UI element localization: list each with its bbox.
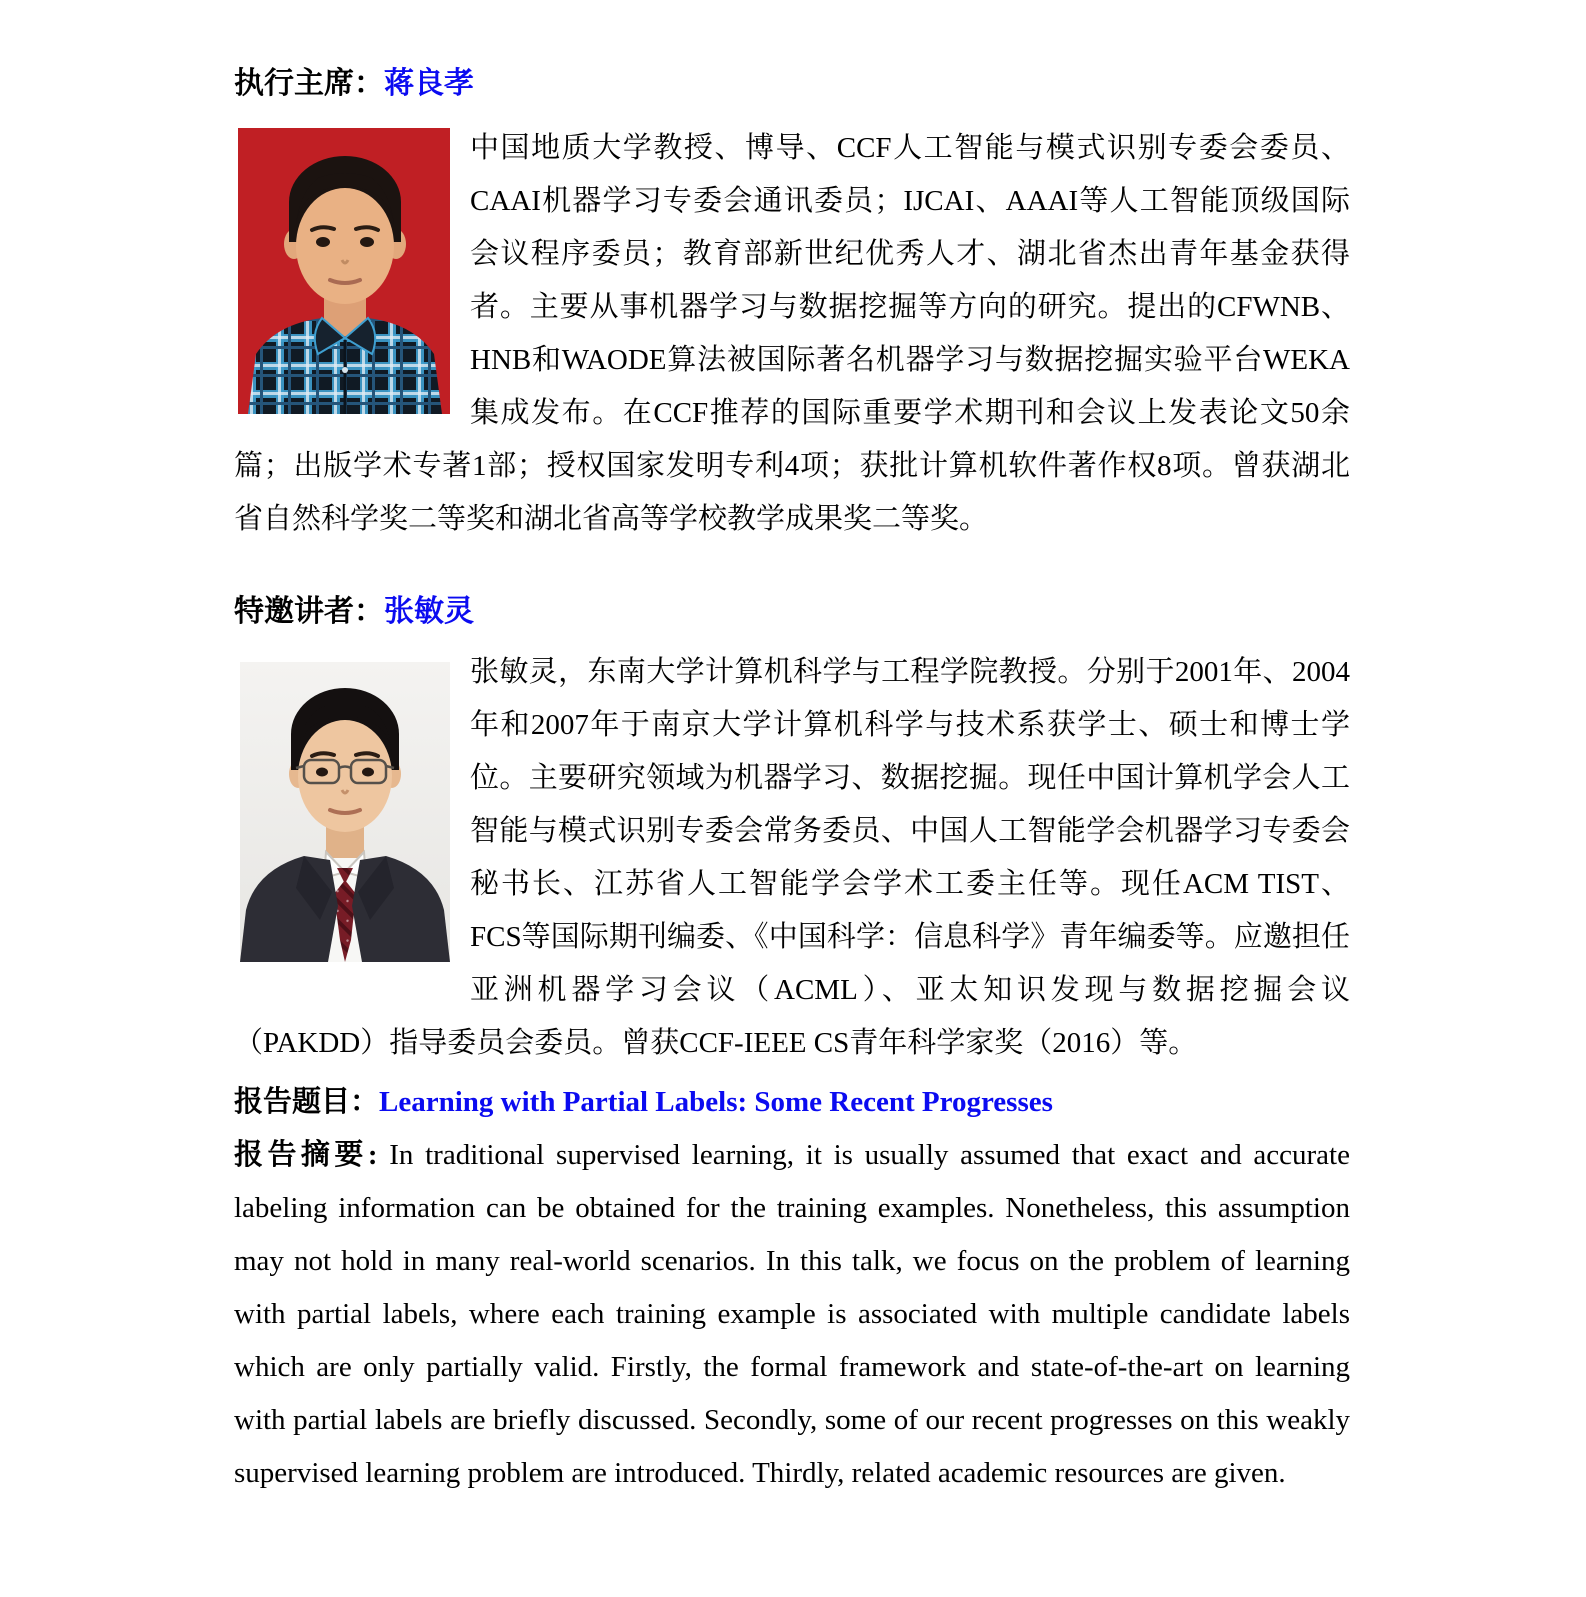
talk-title-link[interactable]: Learning with Partial Labels: Some Recent Progresses xyxy=(379,1086,1053,1118)
talk-title-label: 报告题目： xyxy=(234,1086,380,1118)
chair-name-link[interactable]: 蒋良孝 xyxy=(384,67,474,100)
speaker-bio-paragraph xyxy=(234,646,1350,1070)
talk-title-line xyxy=(234,1076,1350,1129)
chair-portrait-photo xyxy=(238,128,450,414)
talk-abstract-paragraph xyxy=(234,1129,1350,1500)
chair-label: 执行主席： xyxy=(234,67,384,100)
chair-bio-text: 中国地质大学教授、博导、CCF人工智能与模式识别专委会委员、CAAI机器学习专委会通讯委员；IJCAI、AAAI等人工智能顶级国际会议程序委员；教育部新世纪优秀人才、湖北省杰出青年基金获得者。主要从事机器学习与数据挖掘等方向的研究。提出的CFWNB、HNB和WAODE算法被国际著名机器学习与数据挖掘实验平台WEKA集成发布。在CCF推荐的国际重要学术期刊和会议上发表论文50余篇；出版学术专著1部；授权国家发明专利4项；获批计算机软件著作权8项。曾获湖北省自然科学奖二等奖和湖北省高等学校教学成果奖二等奖。 xyxy=(234,132,1350,535)
speaker-name-link[interactable]: 张敏灵 xyxy=(384,595,474,628)
speaker-label: 特邀讲者： xyxy=(234,595,384,628)
talk-abstract-label: 报告摘要: xyxy=(234,1139,378,1171)
abstract-space xyxy=(378,1139,390,1171)
speaker-bio-text: 张敏灵，东南大学计算机科学与工程学院教授。分别于2001年、2004年和2007年于南京大学计算机科学与技术系获学士、硕士和博士学位。主要研究领域为机器学习、数据挖掘。现任中国计算机学会人工智能与模式识别专委会常务委员、中国人工智能学会机器学习专委会秘书长、江苏省人工智能学会学术工委主任等。现任ACM TIST、FCS等国际期刊编委、《中国科学：信息科学》青年编委等。应邀担任亚洲机器学习会议（ACML）、亚太知识发现与数据挖掘会议（PAKDD）指导委员会委员。曾获CCF-IEEE CS青年科学家奖（2016）等。 xyxy=(234,656,1350,1059)
chair-heading xyxy=(234,62,1350,106)
chair-section xyxy=(234,62,1350,546)
speaker-portrait-photo xyxy=(240,662,450,962)
chair-bio-paragraph xyxy=(234,122,1350,546)
talk-abstract-text: In traditional supervised learning, it is usually assumed that exact and accurate labeling information can be obtained for the training examples. Nonetheless, this assumption may not hold in many real-world scenarios. In this talk, we focus on the problem of learning with partial labels, where each training example is associated with multiple candidate labels which are only partially valid. Firstly, the formal framework and state-of-the-art on learning with partial labels are briefly discussed. Secondly, some of our recent progresses on this weakly supervised learning problem are introduced. Thirdly, related academic resources are given. xyxy=(234,1139,1350,1489)
speaker-section xyxy=(234,590,1350,1070)
speaker-heading xyxy=(234,590,1350,634)
